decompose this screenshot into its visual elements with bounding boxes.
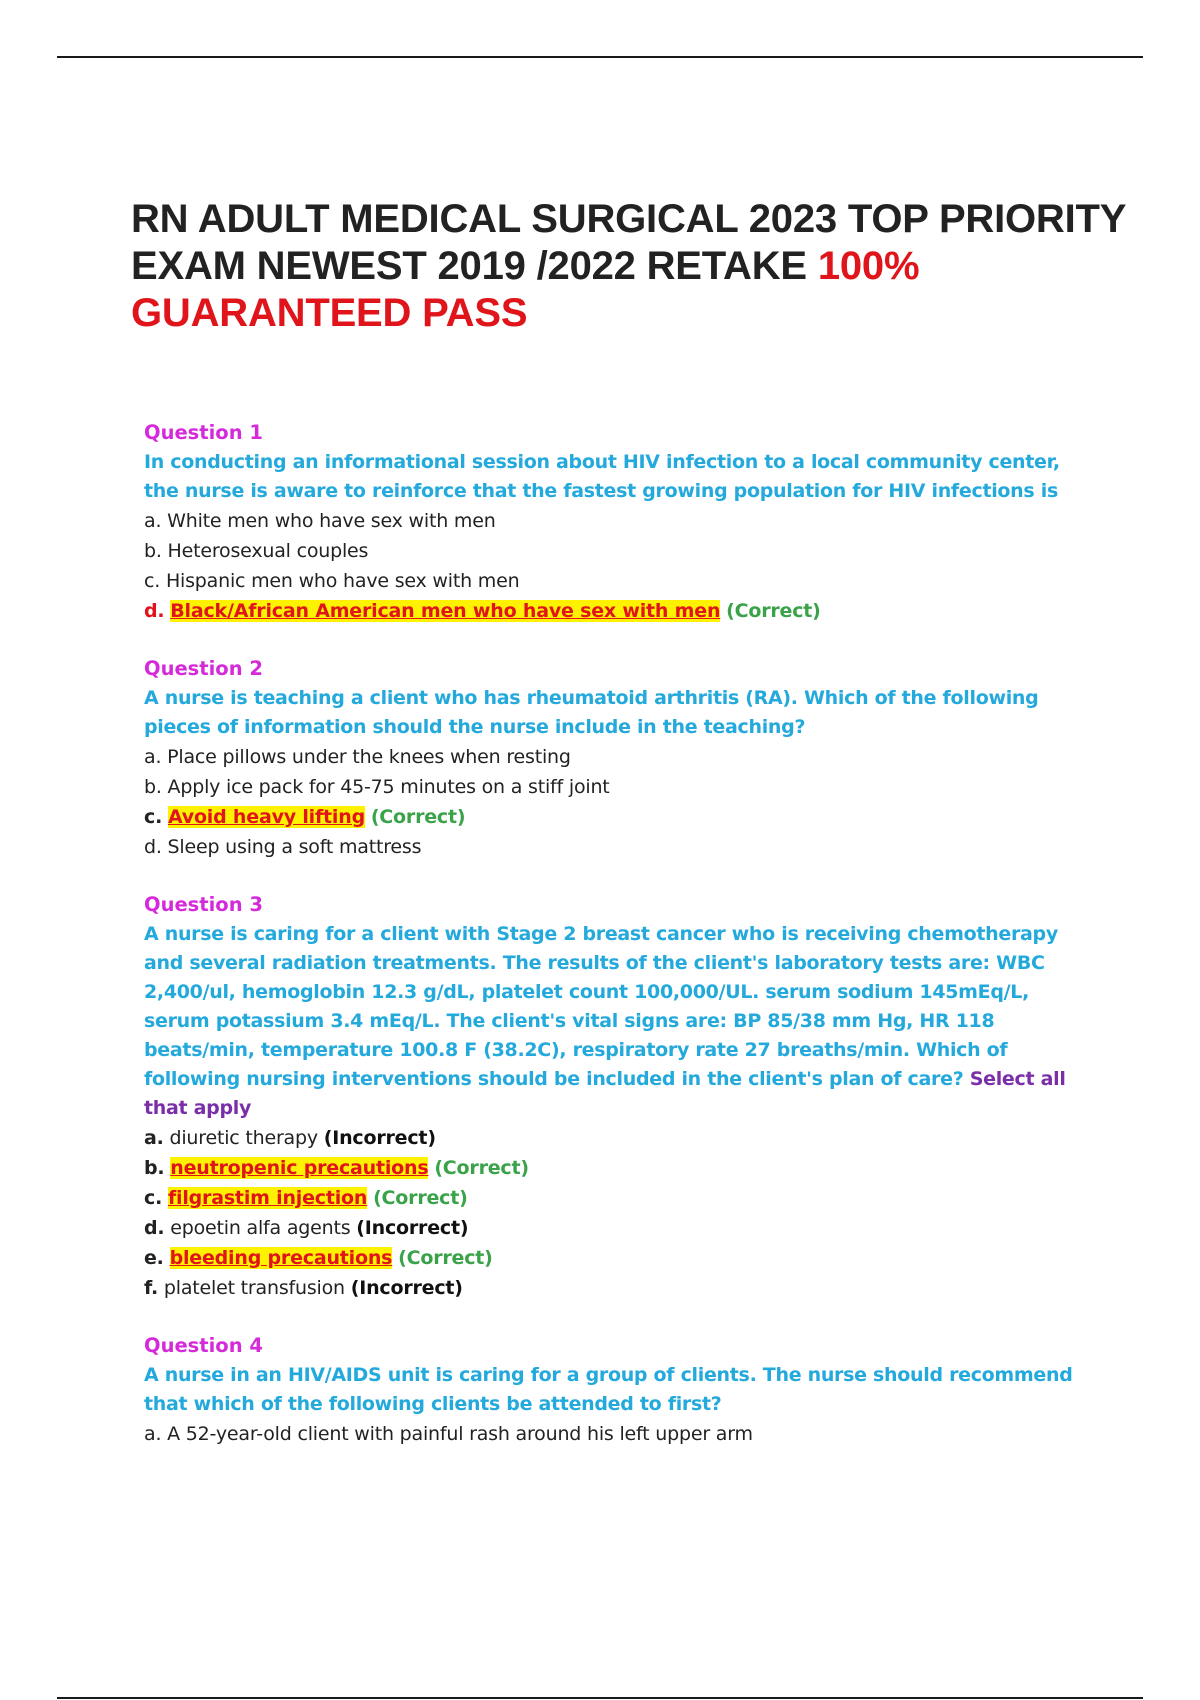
option-b — [144, 772, 1094, 802]
option-a — [144, 1419, 1094, 1449]
option-e — [144, 1243, 1094, 1273]
correct-tag: (Correct) — [370, 806, 466, 828]
option-d — [144, 596, 1094, 626]
question-1 — [144, 418, 1094, 626]
correct-tag: (Correct) — [398, 1247, 493, 1269]
title-line-2-text: EXAM NEWEST 2019 /2022 RETAKE — [131, 244, 818, 288]
option-letter: c. — [144, 806, 163, 828]
option-letter: e. — [144, 1247, 164, 1269]
highlighted-answer: filgrastim injection — [167, 1187, 368, 1209]
option-letter: b. — [144, 776, 162, 798]
question-heading: Question 1 — [144, 421, 263, 444]
title-line-1: RN ADULT MEDICAL SURGICAL 2023 TOP PRIORITY — [131, 197, 1127, 241]
option-letter: c. — [144, 1187, 163, 1209]
option-letter: a. — [144, 1127, 164, 1149]
top-rule — [57, 56, 1143, 58]
question-heading: Question 2 — [144, 657, 263, 680]
question-heading: Question 3 — [144, 893, 263, 916]
option-letter: f. — [144, 1277, 159, 1299]
option-c — [144, 566, 1094, 596]
highlighted-answer: bleeding precautions — [169, 1247, 393, 1269]
question-3 — [144, 890, 1094, 1303]
option-letter: b. — [144, 540, 162, 562]
option-b — [144, 1153, 1094, 1183]
option-text: Hispanic men who have sex with men — [165, 570, 520, 592]
option-letter: c. — [144, 570, 161, 592]
incorrect-tag: (Incorrect) — [356, 1217, 469, 1239]
option-text: Apply ice pack for 45-75 minutes on a stiff joint — [167, 776, 610, 798]
option-d — [144, 1213, 1094, 1243]
option-a — [144, 1123, 1094, 1153]
question-stem: A nurse in an HIV/AIDS unit is caring for a group of clients. The nurse should recommend that which of the following clients be attended to first? — [144, 1364, 1073, 1415]
title-line-2 — [131, 243, 1191, 290]
option-text: White men who have sex with men — [167, 510, 496, 532]
option-f — [144, 1273, 1094, 1303]
option-letter: d. — [144, 836, 162, 858]
option-letter: a. — [144, 746, 162, 768]
question-2 — [144, 654, 1094, 862]
question-list — [144, 418, 1094, 1477]
option-d — [144, 832, 1094, 862]
title-line-2-red: 100% — [817, 244, 920, 288]
question-stem: In conducting an informational session about HIV infection to a local community center, the nurse is aware to reinforce that the fastest growing population for HIV infections is — [144, 451, 1060, 502]
option-text: Heterosexual couples — [167, 540, 369, 562]
highlighted-answer: Avoid heavy lifting — [167, 806, 365, 828]
option-text: epoetin alfa agents — [170, 1217, 351, 1239]
document-title — [131, 196, 1191, 337]
correct-tag: (Correct) — [373, 1187, 468, 1209]
incorrect-tag: (Incorrect) — [350, 1277, 463, 1299]
incorrect-tag: (Incorrect) — [323, 1127, 436, 1149]
title-line-3: GUARANTEED PASS — [131, 291, 528, 335]
option-c — [144, 1183, 1094, 1213]
correct-tag: (Correct) — [434, 1157, 529, 1179]
highlighted-answer: Black/African American men who have sex with men — [170, 600, 721, 622]
option-text: Place pillows under the knees when resting — [167, 746, 571, 768]
option-c — [144, 802, 1094, 832]
option-a — [144, 742, 1094, 772]
option-text: platelet transfusion — [163, 1277, 345, 1299]
option-b — [144, 536, 1094, 566]
correct-tag: (Correct) — [726, 600, 821, 622]
select-all-hint: Select all that apply — [144, 1068, 1066, 1119]
question-4 — [144, 1331, 1094, 1449]
option-letter: d. — [144, 1217, 165, 1239]
question-stem: A nurse is teaching a client who has rheumatoid arthritis (RA). Which of the following pieces of information should the nurse include in the teaching? — [144, 687, 1039, 738]
option-a — [144, 506, 1094, 536]
option-letter: a. — [144, 510, 162, 532]
option-text: Sleep using a soft mattress — [167, 836, 422, 858]
question-heading: Question 4 — [144, 1334, 263, 1357]
option-text: A 52-year-old client with painful rash around his left upper arm — [167, 1423, 753, 1445]
option-letter: d. — [144, 600, 165, 622]
question-stem-text: A nurse is caring for a client with Stage 2 breast cancer who is receiving chemotherapy and several radiation treatments. The results of the client's laboratory tests are: WBC 2,400/ul, hemoglobin 12.3 g/dL, platelet count 100,000/UL. serum sodium 145mEq/L, serum potassium 3.4 mEq/L. The client's vital signs are: BP 85/38 mm Hg, HR 118 beats/min, temperature 100.8 F (38.2C), respiratory rate 27 breaths/min. Which of following nursing interventions should be included in the client's plan of care? — [144, 923, 1058, 1090]
option-text: diuretic therapy — [169, 1127, 318, 1149]
option-letter: a. — [144, 1423, 162, 1445]
highlighted-answer: neutropenic precautions — [170, 1157, 429, 1179]
option-letter: b. — [144, 1157, 165, 1179]
bottom-rule — [57, 1697, 1143, 1699]
question-stem — [144, 920, 1094, 1123]
